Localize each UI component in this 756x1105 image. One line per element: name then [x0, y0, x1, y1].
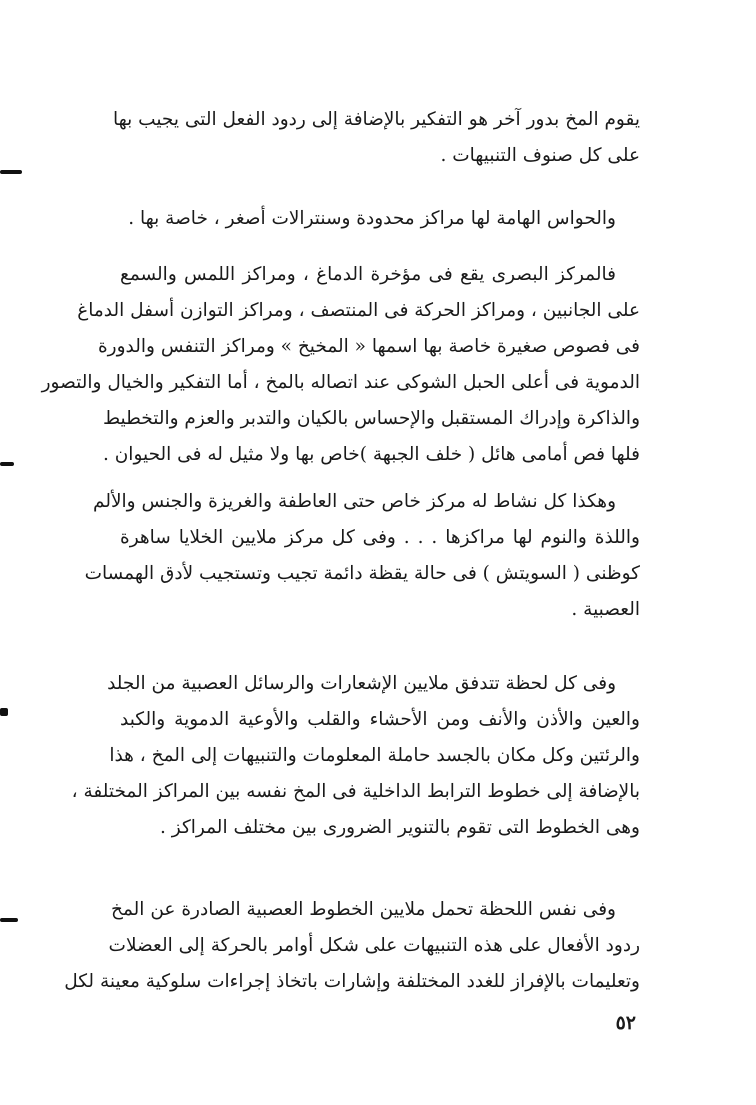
text-line: وفى كل لحظة تتدفق ملايين الإشعارات والرسائل العصبية من الجلد	[107, 673, 616, 694]
page-number: ٥٢	[615, 1012, 636, 1034]
text-line: والذاكرة وإدراك المستقبل والإحساس بالكيان والتدبر والعزم والتخطيط	[102, 408, 640, 429]
text-line: الدموية فى أعلى الحبل الشوكى عند اتصاله بالمخ ، أما التفكير والخيال والتصور	[41, 372, 640, 393]
paragraph-5	[71, 666, 640, 846]
margin-mark	[0, 170, 22, 174]
text-line: وتعليمات بالإفراز للغدد المختلفة وإشارات باتخاذ إجراءات سلوكية معينة لكل	[64, 971, 640, 992]
text-line: فلها فص أمامى هائل ( خلف الجبهة )خاص بها ولا مثيل له فى الحيوان .	[102, 444, 640, 465]
text-line: وهكذا كل نشاط له مركز خاص حتى العاطفة والغريزة والجنس والألم	[93, 491, 616, 512]
text-line: على الجانبين ، ومراكز الحركة فى المنتصف ، ومراكز التوازن أسفل الدماغ	[77, 300, 640, 321]
text-line: العصبية .	[571, 599, 640, 620]
text-line: وفى نفس اللحظة تحمل ملايين الخطوط العصبية الصادرة عن المخ	[111, 899, 616, 920]
text-line: فى فصوص صغيرة خاصة بها اسمها « المخيخ » ومراكز التنفس والدورة	[97, 336, 640, 357]
text-line: يقوم المخ بدور آخر هو التفكير بالإضافة إلى ردود الفعل التى يجيب بها	[112, 109, 640, 130]
text-line: واللذة والنوم لها مراكزها . . . وفى كل مركز ملايين الخلايا ساهرة	[120, 527, 640, 548]
paragraph-3	[41, 257, 640, 473]
margin-mark	[0, 462, 14, 466]
paragraph-4	[84, 484, 640, 628]
paragraph-6	[64, 892, 640, 1000]
text-line: وهى الخطوط التى تقوم بالتنوير الضرورى بين مختلف المراكز .	[159, 817, 640, 838]
text-line: فالمركز البصرى يقع فى مؤخرة الدماغ ، ومراكز اللمس والسمع	[120, 264, 616, 285]
text-line: بالإضافة إلى خطوط الترابط الداخلية فى المخ نفسه بين المراكز المختلفة ،	[71, 781, 640, 802]
paragraph-2	[120, 201, 640, 237]
text-line: على كل صنوف التنبيهات .	[440, 145, 640, 166]
text-line: والرئتين وكل مكان بالجسد حاملة المعلومات والتنبيهات إلى المخ ، هذا	[109, 745, 640, 766]
text-line: والعين والأذن والأنف ومن الأحشاء والقلب والأوعية الدموية والكبد	[120, 709, 640, 730]
paragraph-1	[112, 102, 640, 174]
margin-mark	[0, 918, 18, 922]
margin-mark	[0, 708, 8, 716]
text-line: كوظنى ( السويتش ) فى حالة يقظة دائمة تجيب وتستجيب لأدق الهمسات	[84, 563, 640, 584]
text-line: ردود الأفعال على هذه التنبيهات على شكل أوامر بالحركة إلى العضلات	[108, 935, 640, 956]
text-line: والحواس الهامة لها مراكز محدودة وسنترالات أصغر ، خاصة بها .	[128, 208, 616, 229]
